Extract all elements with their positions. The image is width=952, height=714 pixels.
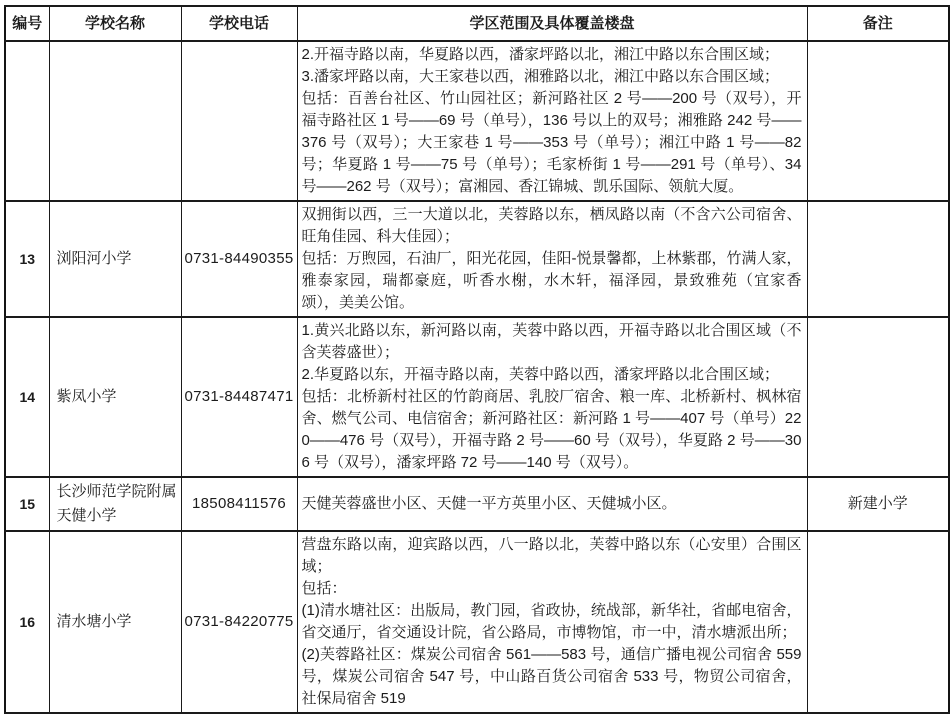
cell-district-range bbox=[297, 317, 807, 477]
cell-school-phone: 18508411576 bbox=[181, 477, 297, 531]
cell-school-phone: 0731-84490355 bbox=[181, 201, 297, 317]
district-paragraph: 天健芙蓉盛世小区、天健一平方英里小区、天健城小区。 bbox=[301, 495, 677, 512]
table-row bbox=[5, 531, 949, 713]
cell-remark bbox=[807, 201, 949, 317]
cell-remark bbox=[807, 41, 949, 201]
header-row bbox=[5, 6, 949, 41]
district-paragraph: 3.潘家坪路以南，大王家巷以西，湘雅路以北，湘江中路以东合围区域； bbox=[301, 68, 780, 85]
district-paragraph: 包括：百善台社区、竹山园社区；新河路社区 2 号——200 号（双号），开福寺路社区 1 号——69 号（单号），136 号以上的双号；湘雅路 242 号——376 号（双号）；大王家巷 1 号——353 号（单号）；湘江中路 1 号——82 号；华夏路 1 号——75 号（单号）；毛家桥街 1 号——291 号（单号）、34 号——262 号（双号）；富湘园、香江锦城、凯乐国际、领航大厦。 bbox=[301, 90, 802, 195]
district-paragraph: 2.华夏路以东，开福寺路以南，芙蓉中路以西，潘家坪路以北合围区域； bbox=[301, 366, 780, 383]
header-cell-school-name: 学校名称 bbox=[49, 6, 181, 41]
cell-school-name: 清水塘小学 bbox=[49, 531, 181, 713]
cell-school-phone bbox=[181, 41, 297, 201]
district-paragraph: 包括： bbox=[301, 580, 347, 597]
cell-school-id: 14 bbox=[5, 317, 49, 477]
cell-district-range bbox=[297, 477, 807, 531]
cell-school-id bbox=[5, 41, 49, 201]
cell-school-phone: 0731-84220775 bbox=[181, 531, 297, 713]
cell-school-name bbox=[49, 41, 181, 201]
header-cell-district-range: 学区范围及具体覆盖楼盘 bbox=[297, 6, 807, 41]
district-paragraph: 双拥街以西，三一大道以北，芙蓉路以东，栖凤路以南（不含六公司宿舍、旺角佳园、科大佳园）； bbox=[301, 206, 802, 245]
header-cell-school-phone: 学校电话 bbox=[181, 6, 297, 41]
table-row bbox=[5, 477, 949, 531]
cell-remark bbox=[807, 531, 949, 713]
cell-district-range bbox=[297, 531, 807, 713]
cell-district-range bbox=[297, 41, 807, 201]
cell-remark: 新建小学 bbox=[807, 477, 949, 531]
cell-school-id: 13 bbox=[5, 201, 49, 317]
district-paragraph: 包括：万煦园，石油厂，阳光花园，佳阳-悦景馨都，上林紫郡，竹满人家，雅泰家园，瑞都豪庭，听香水榭，水木轩，福泽园，景致雅苑（宜家香颂），美美公馆。 bbox=[301, 250, 802, 311]
header-cell-id: 编号 bbox=[5, 6, 49, 41]
table-header bbox=[5, 6, 949, 41]
school-district-table bbox=[4, 5, 950, 714]
table-body bbox=[5, 41, 949, 713]
cell-remark bbox=[807, 317, 949, 477]
table-row bbox=[5, 201, 949, 317]
table-row bbox=[5, 317, 949, 477]
cell-school-name: 浏阳河小学 bbox=[49, 201, 181, 317]
cell-school-name: 紫凤小学 bbox=[49, 317, 181, 477]
district-paragraph: 包括：北桥新村社区的竹韵商居、乳胶厂宿舍、粮一库、北桥新村、枫林宿舍、燃气公司、电信宿舍；新河路社区：新河路 1 号——407 号（单号）220——476 号（双号），开福寺路 2 号——60 号（双号），华夏路 2 号——306 号（双号），潘家坪路 72 号——140 号（双号）。 bbox=[301, 388, 802, 471]
table-row bbox=[5, 41, 949, 201]
district-paragraph: (2)芙蓉路社区：煤炭公司宿舍 561——583 号，通信广播电视公司宿舍 559 号，煤炭公司宿舍 547 号，中山路百货公司宿舍 533 号，物贸公司宿舍，社保局宿舍 519 bbox=[301, 646, 802, 707]
cell-district-range bbox=[297, 201, 807, 317]
header-cell-remark: 备注 bbox=[807, 6, 949, 41]
cell-school-id: 16 bbox=[5, 531, 49, 713]
district-paragraph: 1.黄兴北路以东，新河路以南，芙蓉中路以西，开福寺路以北合围区域（不含芙蓉盛世）； bbox=[301, 322, 802, 361]
cell-school-id: 15 bbox=[5, 477, 49, 531]
district-paragraph: 2.开福寺路以南，华夏路以西，潘家坪路以北，湘江中路以东合围区域； bbox=[301, 46, 780, 63]
cell-school-phone: 0731-84487471 bbox=[181, 317, 297, 477]
cell-school-name: 长沙师范学院附属天健小学 bbox=[49, 477, 181, 531]
district-paragraph: 营盘东路以南，迎宾路以西，八一路以北，芙蓉中路以东（心安里）合围区域； bbox=[301, 536, 802, 575]
district-paragraph: (1)清水塘社区：出版局，教门园，省政协，统战部，新华社，省邮电宿舍，省交通厅，省交通设计院，省公路局，市博物馆，市一中，清水塘派出所； bbox=[301, 602, 802, 641]
